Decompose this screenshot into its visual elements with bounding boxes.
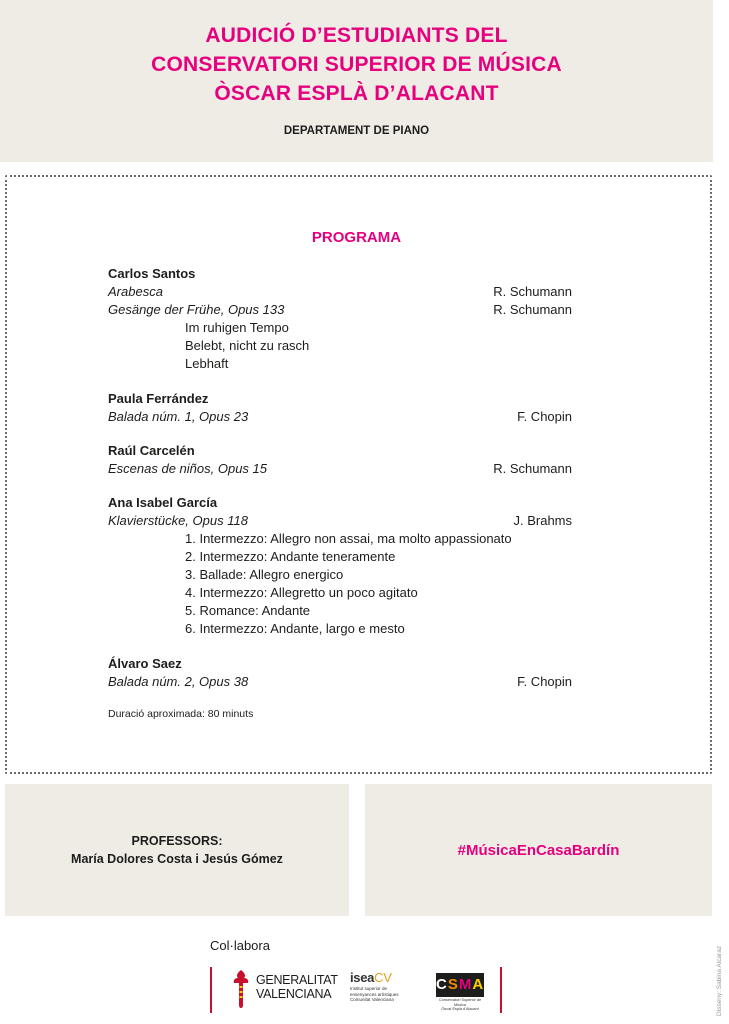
title-line-3: ÒSCAR ESPLÀ D’ALACANT bbox=[214, 82, 499, 105]
work-composer: R. Schumann bbox=[493, 284, 572, 299]
isea-logo bbox=[350, 970, 420, 1014]
header-panel bbox=[0, 0, 713, 162]
movement: 2. Intermezzo: Andante teneramente bbox=[185, 549, 396, 564]
work-composer: F. Chopin bbox=[517, 409, 572, 424]
csma-mark-icon: CSMA bbox=[436, 973, 484, 997]
movement: 4. Intermezzo: Allegretto un poco agitato bbox=[185, 585, 418, 600]
work-composer: R. Schumann bbox=[493, 461, 572, 476]
movement: 3. Ballade: Allegro energico bbox=[185, 567, 344, 582]
professors-label: PROFESSORS: bbox=[131, 834, 223, 848]
movement: Belebt, nicht zu rasch bbox=[185, 338, 310, 353]
performer-name: Raúl Carcelén bbox=[108, 443, 195, 458]
isea-sub-1: Institut superior de bbox=[350, 986, 388, 991]
work-title: Balada núm. 1, Opus 23 bbox=[108, 409, 249, 424]
performer-name: Álvaro Saez bbox=[108, 656, 182, 671]
isea-mark-suffix: CV bbox=[374, 970, 392, 985]
work-title: Balada núm. 2, Opus 38 bbox=[108, 674, 249, 689]
work-composer: J. Brahms bbox=[513, 513, 572, 528]
department-label: DEPARTAMENT DE PIANO bbox=[283, 125, 430, 137]
work-composer: R. Schumann bbox=[493, 302, 572, 317]
performer-name: Paula Ferrández bbox=[108, 391, 209, 406]
professors-names: María Dolores Costa i Jesús Gómez bbox=[71, 852, 283, 866]
logo-divider bbox=[210, 967, 212, 1013]
movement: 1. Intermezzo: Allegro non assai, ma molto appassionato bbox=[185, 531, 512, 546]
generalitat-line2: VALENCIANA bbox=[256, 987, 332, 1001]
movement: 5. Romance: Andante bbox=[185, 603, 311, 618]
work-title: Arabesca bbox=[108, 284, 163, 299]
hashtag: #MúsicaEnCasaBardín bbox=[457, 842, 620, 859]
work-title: Gesänge der Frühe, Opus 133 bbox=[108, 302, 285, 317]
design-credit: Disseny: Sabina Alcaraz bbox=[716, 945, 723, 1016]
isea-sub-2: ensenyances artístiques bbox=[350, 991, 399, 997]
collabora-label: Col·labora bbox=[210, 938, 270, 953]
generalitat-crest-icon bbox=[230, 969, 252, 1009]
title-line-2: CONSERVATORI SUPERIOR DE MÚSICA bbox=[151, 53, 562, 76]
work-title: Escenas de niños, Opus 15 bbox=[108, 461, 267, 476]
professors-panel bbox=[5, 784, 349, 916]
title-line-1: AUDICIÓ D’ESTUDIANTS DEL bbox=[205, 24, 508, 47]
isea-mark: isea bbox=[350, 970, 375, 985]
csma-sub-1: Conservatori Superior de Música bbox=[438, 998, 482, 1007]
movement: Lebhaft bbox=[185, 356, 229, 371]
duration-note: Duració aproximada: 80 minuts bbox=[108, 708, 254, 720]
program-title: PROGRAMA bbox=[311, 229, 402, 246]
csma-sub-2: Òscar Esplà d’Alacant bbox=[441, 1007, 479, 1011]
work-composer: F. Chopin bbox=[517, 674, 572, 689]
performer-name: Carlos Santos bbox=[108, 266, 196, 281]
movement: 6. Intermezzo: Andante, largo e mesto bbox=[185, 621, 405, 636]
performer-name: Ana Isabel García bbox=[108, 495, 218, 510]
logo-divider bbox=[500, 967, 502, 1013]
csma-logo bbox=[436, 973, 485, 1011]
generalitat-line1: GENERALITAT bbox=[256, 973, 338, 987]
generalitat-logo bbox=[230, 967, 338, 1013]
movement: Im ruhigen Tempo bbox=[185, 320, 289, 335]
isea-sub-3: Comunitat Valenciana bbox=[350, 997, 394, 1002]
work-title: Klavierstücke, Opus 118 bbox=[108, 513, 248, 528]
